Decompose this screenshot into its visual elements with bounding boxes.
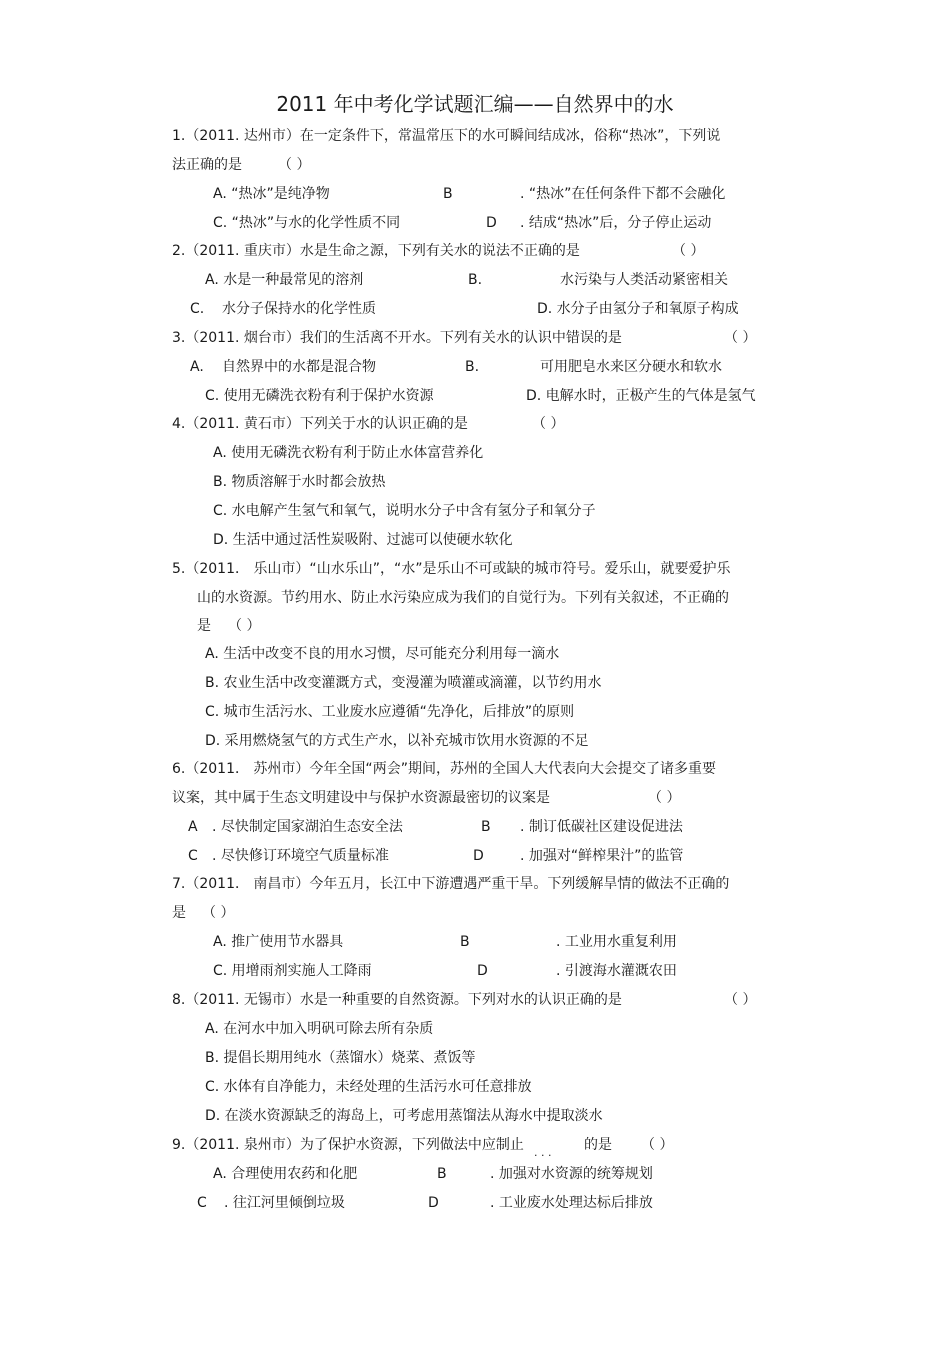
option-b: B. 农业生活中改变灌溉方式，变漫灌为喷灌或滴灌，以节约用水 — [205, 675, 602, 691]
page-title: 2011 年中考化学试题汇编——自然界中的水 — [276, 92, 674, 116]
option-c: C. 水电解产生氢气和氧气，说明水分子中含有氢分子和氧分子 — [213, 503, 596, 519]
option-b: B. 物质溶解于水时都会放热 — [213, 474, 386, 490]
option-a: A. 生活中改变不良的用水习惯，尽可能充分利用每一滴水 — [205, 646, 560, 662]
option-b-letter: B — [481, 819, 491, 835]
question-stem: 9.（2011. 泉州市）为了保护水资源，下列做法中应制止 — [172, 1137, 524, 1153]
option-a: A. 合理使用农药和化肥 — [213, 1166, 358, 1182]
option-c: 水分子保持水的化学性质 — [222, 301, 376, 317]
option-d: . 结成“热冰”后，分子停止运动 — [520, 215, 712, 231]
question-stem: 是 — [197, 618, 211, 634]
option-b: . 制订低碳社区建设促进法 — [520, 819, 683, 835]
option-c: C. 水体有自净能力，未经处理的生活污水可任意排放 — [205, 1079, 532, 1095]
answer-parentheses: （ ） — [202, 905, 235, 921]
option-c: . 尽快修订环境空气质量标准 — [212, 848, 389, 864]
option-d: . 引渡海水灌溉农田 — [556, 963, 677, 979]
option-c: C. 使用无磷洗衣粉有利于保护水资源 — [205, 388, 434, 404]
option-d: D. 采用燃烧氢气的方式生产水，以补充城市饮用水资源的不足 — [205, 733, 589, 749]
option-b: B. 提倡长期用纯水（蒸馏水）烧菜、煮饭等 — [205, 1050, 476, 1066]
option-d: D. 电解水时，正极产生的气体是氢气 — [526, 388, 756, 404]
option-a: A. 使用无磷洗衣粉有利于防止水体富营养化 — [213, 445, 484, 461]
question-stem: 8.（2011. 无锡市）水是一种重要的自然资源。下列对水的认识正确的是 — [172, 992, 622, 1008]
option-c-letter: C. — [190, 301, 205, 317]
question-stem: 1.（2011. 达州市）在一定条件下，常温常压下的水可瞬间结成冰，俗称“热冰”，下列说 — [172, 128, 721, 144]
option-c-letter: C — [188, 848, 198, 864]
option-d-letter: D — [473, 848, 484, 864]
option-b-letter: B — [443, 186, 453, 202]
answer-parentheses: （ ） — [724, 992, 757, 1008]
option-a-letter: A. — [190, 359, 204, 375]
answer-parentheses: （ ） — [641, 1137, 674, 1153]
answer-parentheses: （ ） — [532, 416, 565, 432]
question-stem: 议案，其中属于生态文明建设中与保护水资源最密切的议案是 — [172, 790, 550, 806]
option-a-letter: A — [188, 819, 198, 835]
option-b-letter: B. — [465, 359, 480, 375]
option-c: C. 用增雨剂实施人工降雨 — [213, 963, 372, 979]
answer-parentheses: （ ） — [648, 790, 681, 806]
option-b-letter: B. — [468, 272, 483, 288]
question-stem: 山的水资源。节约用水、防止水污染应成为我们的自觉行为。下列有关叙述，不正确的 — [197, 590, 729, 606]
answer-parentheses: （ ） — [278, 157, 311, 173]
option-b: . 加强对水资源的统筹规划 — [490, 1166, 653, 1182]
answer-parentheses: （ ） — [724, 330, 757, 346]
option-d-letter: D — [477, 963, 488, 979]
option-a: A. 水是一种最常见的溶剂 — [205, 272, 364, 288]
option-b: . 工业用水重复利用 — [556, 934, 677, 950]
emphasis-dots: . . . — [534, 1146, 552, 1159]
option-a: A. 推广使用节水器具 — [213, 934, 344, 950]
question-stem: 7.（2011． 南昌市）今年五月，长江中下游遭遇严重干旱。下列缓解旱情的做法不正确的 — [172, 876, 730, 892]
question-stem: 法正确的是 — [172, 157, 242, 173]
option-b-letter: B — [437, 1166, 447, 1182]
option-b: 可用肥皂水来区分硬水和软水 — [540, 359, 722, 375]
question-stem: 5.（2011． 乐山市）“山水乐山”，“水”是乐山不可或缺的城市符号。爱乐山，就要爱护乐 — [172, 561, 731, 577]
option-d: D. 水分子由氢分子和氧原子构成 — [537, 301, 739, 317]
option-b: 水污染与人类活动紧密相关 — [560, 272, 728, 288]
option-d: . 工业废水处理达标后排放 — [490, 1195, 653, 1211]
option-a: . 尽快制定国家湖泊生态安全法 — [212, 819, 403, 835]
option-c-letter: C — [197, 1195, 207, 1211]
question-stem: 是 — [172, 905, 186, 921]
option-c: C. 城市生活污水、工业废水应遵循“先净化，后排放”的原则 — [205, 704, 575, 720]
option-c: . 往江河里倾倒垃圾 — [224, 1195, 345, 1211]
question-stem: 3.（2011. 烟台市）我们的生活离不开水。下列有关水的认识中错误的是 — [172, 330, 622, 346]
option-d-letter: D — [428, 1195, 439, 1211]
option-d: D. 在淡水资源缺乏的海岛上，可考虑用蒸馏法从海水中提取淡水 — [205, 1108, 603, 1124]
option-c: C. “热冰”与水的化学性质不同 — [213, 215, 401, 231]
option-a: 自然界中的水都是混合物 — [222, 359, 376, 375]
option-d: . 加强对“鲜榨果汁”的监管 — [520, 848, 684, 864]
option-d: D. 生活中通过活性炭吸附、过滤可以使硬水软化 — [213, 532, 513, 548]
question-stem: 2.（2011. 重庆市）水是生命之源，下列有关水的说法不正确的是 — [172, 243, 580, 259]
option-d-letter: D — [486, 215, 497, 231]
question-stem: 4.（2011. 黄石市）下列关于水的认识正确的是 — [172, 416, 468, 432]
question-stem-tail: 的是 — [584, 1137, 612, 1153]
option-b: . “热冰”在任何条件下都不会融化 — [520, 186, 726, 202]
option-a: A. “热冰”是纯净物 — [213, 186, 330, 202]
answer-parentheses: （ ） — [228, 618, 261, 634]
answer-parentheses: （ ） — [672, 243, 705, 259]
option-b-letter: B — [460, 934, 470, 950]
question-stem: 6.（2011． 苏州市）今年全国“两会”期间，苏州的全国人大代表向大会提交了诸多重要 — [172, 761, 716, 777]
option-a: A. 在河水中加入明矾可除去所有杂质 — [205, 1021, 434, 1037]
